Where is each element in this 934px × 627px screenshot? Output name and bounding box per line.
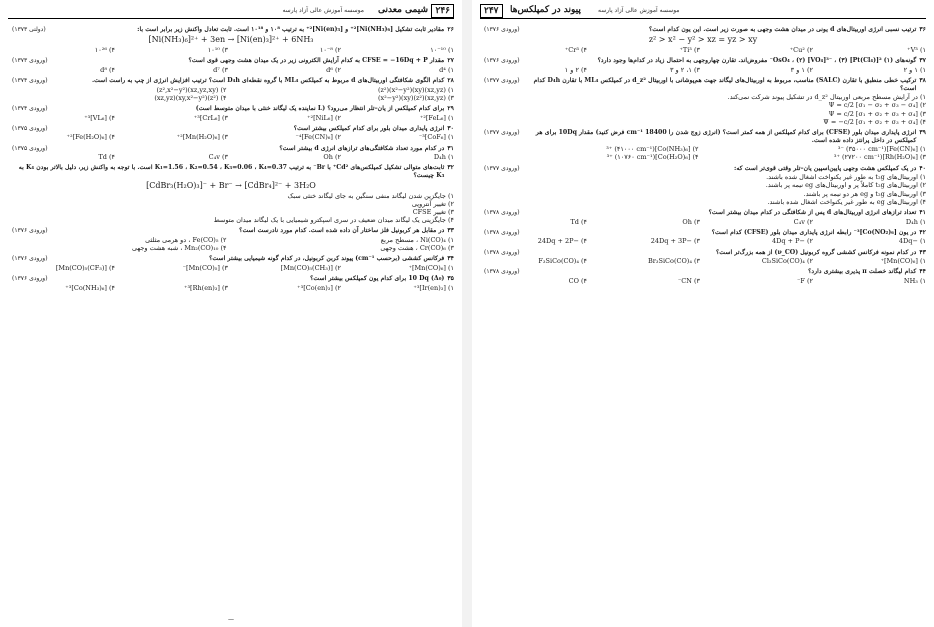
exam-source: (ورودی ۱۳۷۷): [484, 76, 520, 84]
answer-option: ۴) اوربیتال‌های eg به طور غیر یکنواخت اشغال شده باشند.: [767, 197, 926, 206]
exam-source: (دولتی ۱۳۷۳): [12, 26, 46, 33]
answer-option: ۱) ۱۰⁻¹⁰: [430, 45, 454, 54]
question-number: ۳۰: [447, 124, 454, 132]
question-item: [8, 145, 454, 162]
answer-option: ۳) تغییر CFSE: [412, 208, 454, 217]
question-item: [480, 26, 926, 54]
answer-option: ۴) [Fe(H₂O)₆]²⁺: [66, 133, 116, 142]
answer-option: ۲) [Co(en)₃]³⁺: [297, 284, 342, 292]
question-line: [8, 125, 454, 133]
exam-source: (ورودی ۱۳۷۶): [12, 275, 48, 283]
answer-options: [480, 66, 926, 74]
question-text: در مقابل هر کربونیل فلز ساختار آن داده شده است. کدام مورد نادرست است؟: [239, 227, 445, 235]
question-line: [8, 145, 454, 153]
question-item: [8, 26, 454, 54]
question-line: [480, 129, 926, 145]
question-number: ۳۸: [919, 76, 926, 84]
answer-option: ۴) F₃SiCo(CO)₄: [538, 257, 588, 266]
answer-options: [8, 264, 454, 272]
question-text: گونه‌های (۱) OsO₄ ، (۲) [VO₄]³⁻ ، (۳) [Pt(Cl₄)]²⁻ مفروض‌اند. تقارن چهاروجهی به احتمال زیاد در کدام‌ها وجود دارد؟: [597, 56, 917, 64]
exam-source: (ورودی ۱۳۷۴): [12, 104, 48, 112]
answer-options: [480, 145, 926, 161]
page-gutter: [462, 0, 472, 627]
answer-options: [8, 236, 454, 252]
answer-option: ۳) Br₃SiCo(CO)₄: [648, 257, 701, 266]
answer-option: ۴) CO: [568, 277, 588, 286]
answer-option: ۲) تغییر آنتروپی: [411, 200, 454, 208]
question-item: [8, 57, 454, 74]
answer-option: ۲) [NiL₆]²⁺: [307, 113, 342, 122]
answer-option: ۲) اوربیتال‌های t₂g کاملاً پر و اوربیتال‌های eg نیمه پر باشند.: [765, 181, 926, 190]
question-line: [8, 105, 454, 113]
question-line: [480, 57, 926, 65]
answer-option: ۳) [Mn(H₂O)₆]²⁺: [176, 133, 229, 142]
answer-option: ۱) (xz,yz)(xy)(x²−y²)(z²): [377, 85, 454, 94]
question-number: ۳۲: [447, 164, 454, 172]
question-formula: [Ni(NH₃)₆]²⁺ + 3en → [Ni(en)₃]²⁺ + 6NH₃: [148, 34, 314, 44]
answer-options: [8, 66, 454, 74]
exam-source: (ورودی ۱۳۷۶): [12, 227, 48, 235]
answer-option: ۳) (xz,yz)(z²)(xy)(x²−y²): [377, 93, 454, 102]
question-line: [480, 165, 926, 173]
question-item: [480, 229, 926, 246]
question-line: [8, 227, 454, 235]
answer-option: ۱) ۱ و ۲: [903, 65, 926, 74]
question-text: تعداد ترازهای انرژی اوربیتال‌های d پس از شکافتگی در کدام میدان بیشتر است؟: [708, 208, 917, 216]
question-number: ۲۹: [447, 104, 454, 112]
question-list: [480, 26, 926, 621]
question-number: ۳۳: [447, 227, 454, 235]
page-header: [480, 4, 926, 19]
question-text: برای کدام کمپلکس از یان–تلر انتظار می‌رود؟ (L نماینده یک لیگاند خنثی با میدان متوسط است): [195, 104, 445, 112]
question-text: ترکیب خطی منطبق با تقارن (SALC) مناسب، مربوط به اوربیتال‌های لیگاند جهت هم‌پوشانی با اوربیتال d_z² در کمپلکس ML₄ با تقارن D₄h کدام است؟: [533, 76, 917, 92]
exam-source: (ورودی ۱۳۷۵): [12, 144, 48, 152]
answer-option: ۲) ۱ و ۳: [790, 65, 814, 74]
publisher-name: موسسه آموزش عالی آزاد پارسه: [282, 7, 364, 14]
question-text: کدام لیگاند خصلت π پذیری بیشتری دارد؟: [808, 268, 917, 276]
question-text: ترتیب نسبی انرژی اوربیتال‌های d یونی در میدان هشت وجهی به صورت زیر است. این یون کدام است؟: [649, 26, 917, 33]
question-item: [480, 57, 926, 74]
answer-option: ۴) Td: [570, 217, 588, 226]
answer-option: ۴) ۱۰²⁶: [94, 45, 116, 54]
question-line: [480, 26, 926, 34]
question-text: مقدار CFSE = −16Dq + P به کدام آرایش الکترونی زیر در یک میدان هشت وجهی قوی است؟: [188, 56, 445, 64]
exam-source: (ورودی ۱۳۷۵): [12, 124, 48, 132]
answer-options: [480, 218, 926, 226]
answer-option: ۱) [CoF₆]³⁻: [418, 133, 454, 142]
answer-option: ۲) [Fe(CN)₆]⁴⁻: [295, 133, 342, 142]
question-text: ثابت‌های متوالی تشکیل کمپلکس‌های Cd²⁺ با Br⁻ به ترتیب K₁=1.56 ، K₂=0.54 ، K₃=0.06 ، K₄=0.37 است. با توجه به واکنش زیر، دلیل بالاتر بودن K₄ به K₃ چیست؟: [18, 164, 445, 180]
answer-option: ۳) Cr(CO)₆ ، هشت وجهی: [380, 244, 454, 253]
question-number: ۳۱: [447, 144, 454, 152]
question-number: ۳۶: [919, 26, 926, 33]
question-number: ۳۷: [919, 56, 926, 64]
answer-option: ۴) [Co(H₂O)₆]³⁺ (۱۰۷۶۰ cm⁻¹): [606, 153, 699, 162]
exam-source: (ورودی ۱۳۷۶): [484, 26, 520, 33]
question-item: [8, 105, 454, 122]
answer-options: [480, 93, 926, 126]
answer-option: ۴) d⁸: [100, 65, 116, 74]
answer-option: ۱) V³⁺: [907, 45, 926, 54]
running-title: پیوند در کمپلکس‌ها: [510, 5, 581, 15]
answer-option: ۲) [Co(NH₃)₆]³⁺ (۴۱۰۰۰ cm⁻¹): [606, 145, 699, 154]
question-item: [8, 275, 454, 292]
question-line: [8, 255, 454, 263]
page-number: ۲۴۷: [480, 4, 503, 18]
question-line: [8, 77, 454, 85]
exam-source: (ورودی ۱۳۷۷): [484, 164, 520, 172]
answer-option: ۱) [Mn(CO)₆]⁺: [880, 257, 926, 266]
answer-option: ۳) ۱، ۲ و ۳: [669, 65, 701, 74]
answer-options: [8, 133, 454, 141]
publisher-name: موسسه آموزش عالی آزاد پارسه: [598, 7, 680, 14]
answer-option: ۱) [Ir(en)₃]³⁺: [413, 284, 454, 292]
question-text: فرکانس کششی (برحسب cm⁻¹) پیوند کربن کربونیل، در کدام گونه شیمیایی بیشتر است؟: [209, 255, 445, 263]
question-text: (Δ₀) 10 Dq برای کدام یون کمپلکس بیشتر است؟: [310, 275, 445, 283]
question-line: [480, 209, 926, 217]
question-line: [8, 164, 454, 180]
exam-source: (ورودی ۱۳۷۳): [12, 56, 48, 64]
question-text: انرژی پایداری میدان بلور (CFSE) برای کدام کمپلکس از همه کمتر است؟ (انرژی زوج شدن را 18400 cm⁻¹ فرض کنید) مقدار 10Dq برای هر کمپلکس در داخل پرانتز داده شده است.: [535, 128, 917, 144]
answer-option: ۱) [FeL₆]²⁺: [419, 113, 454, 122]
answer-option: ۱) [Mn(CO)₆]⁺: [408, 264, 454, 273]
answer-option: ۳) [Mn(CO)₅]⁻: [182, 264, 229, 273]
answer-option: ۳) [CrL₆]³⁺: [193, 113, 229, 122]
exam-source: (ورودی ۱۳۷۸): [484, 248, 520, 256]
question-item: [480, 268, 926, 285]
question-text: کدام الگوی شکافتگی اوربیتال‌های d مربوط به کمپلکس ML₄ با گروه نقطه‌ای D₄h است؟ ترتیب افزایش انرژی از چپ به راست است.: [91, 76, 445, 84]
answer-option: ۳) C₄v: [208, 153, 229, 162]
answer-options: [480, 173, 926, 206]
answer-option: ۲) Oh: [323, 153, 342, 162]
exam-source: (ورودی ۱۳۷۸): [484, 208, 520, 216]
question-item: [480, 129, 926, 162]
page-header: [8, 4, 454, 19]
answer-option: ۳) اوربیتال‌های t₂g و eg هر دو نیمه پر باشند.: [803, 189, 926, 198]
question-line: [480, 229, 926, 237]
answer-options: [8, 114, 454, 122]
exam-source: (ورودی ۱۳۷۴): [12, 76, 48, 84]
answer-options: [480, 46, 926, 54]
question-line: [480, 268, 926, 276]
answer-option: ۱) d⁴: [439, 65, 454, 74]
question-item: [8, 164, 454, 224]
answer-option: ۴) −24Dq + 2P: [537, 237, 588, 246]
answer-option: ۳) Ti³⁺: [679, 45, 701, 54]
running-title: شیمی معدنی: [378, 5, 428, 15]
question-item: [480, 165, 926, 206]
answer-option: ۲) [Mn(CO)₅(CH₃)]: [280, 264, 342, 273]
answer-option: ۱) −4Dq: [898, 237, 926, 246]
answer-options: [8, 86, 454, 102]
answer-option: ۳) Oh: [682, 217, 701, 226]
question-text: در یک کمپلکس هشت وجهی پایین‌اسپین یان–تلر وقتی قوی‌تر است که:: [734, 164, 917, 172]
question-number: ۲۷: [447, 56, 454, 64]
answer-option: ۱) جایگزین شدن لیگاند منفی سنگین به جای لیگاند خنثی سبک: [287, 191, 454, 200]
answer-option: ۳) [Rh(H₂O)₆]³⁺ (۲۷۲۰۰ cm⁻¹): [833, 153, 926, 162]
question-number: ۳۹: [919, 128, 926, 136]
question-item: [480, 249, 926, 266]
answer-option: ۴) [VL₆]³⁺: [84, 113, 116, 122]
question-text: در یون [Co(NO₂)₆]³⁻ رابطه انرژی پایداری میدان بلور (CFSE) کدام است؟: [711, 228, 917, 236]
answer-option: ۳) d⁷: [213, 65, 229, 74]
question-text: در کدام مورد تعداد شکافتگی‌های ترازهای انرژی d بیشتر است؟: [279, 144, 445, 152]
question-formula: [CdBr₃(H₂O)₃]⁻ + Br⁻ → [CdBr₄]²⁻ + 3H₂O: [146, 180, 316, 190]
question-number: ۴۰: [919, 164, 926, 172]
question-line: [8, 275, 454, 283]
question-line: [480, 77, 926, 93]
answer-options: [8, 192, 454, 225]
answer-option: ۲) F⁻: [796, 277, 814, 286]
answer-option: ۲) Ψ = c/2 [σ₁ − σ₂ + σ₃ − σ₄]: [828, 101, 926, 110]
question-item: [8, 255, 454, 272]
question-number: ۲۶: [447, 26, 454, 33]
answer-option: ۱) NH₃: [903, 277, 926, 286]
exam-source: (ورودی ۱۳۷۶): [12, 255, 48, 263]
answer-option: ۱) [Fe(CN)₆]³⁻ (۳۵۰۰۰ cm⁻¹): [837, 145, 926, 154]
answer-option: ۴) [Mn(CO)₅(CF₃)]: [55, 264, 116, 273]
question-formula: z² > x² − y² > xz = yz > xy: [648, 34, 758, 44]
question-item: [480, 209, 926, 226]
answer-option: ۲) −4Dq + P: [771, 237, 814, 246]
exam-source: (ورودی ۱۳۷۸): [484, 268, 520, 276]
answer-options: [480, 277, 926, 285]
question-number: ۴۳: [919, 248, 926, 256]
answer-options: [480, 257, 926, 265]
question-item: [480, 77, 926, 126]
answer-option: ۴) ۲ و ۱: [564, 65, 588, 74]
question-item: [8, 125, 454, 142]
answer-option: ۴) جایگزینی یک لیگاند میدان ضعیف در سری اسپکترو شیمیایی با یک لیگاند میدان متوسط: [213, 216, 454, 225]
question-number: ۴۴: [919, 268, 926, 276]
question-item: [8, 227, 454, 252]
answer-option: ۲) ۱۰⁻⁸: [319, 45, 342, 54]
question-list: [8, 26, 454, 621]
answer-option: ۲) d⁶: [326, 65, 342, 74]
answer-option: ۳) −24Dq + 3P: [650, 237, 701, 246]
answer-option: ۴) Td: [98, 153, 116, 162]
exam-source: (ورودی ۱۳۷۶): [484, 56, 520, 64]
answer-option: ۲) Cu²⁺: [789, 45, 814, 54]
page-number: ۲۴۶: [431, 4, 454, 18]
answer-option: ۴) (z²)(xy,x²−y²)(xz,yz): [154, 93, 227, 102]
exam-source: (ورودی ۱۳۷۷): [484, 128, 520, 136]
answer-options: [8, 284, 454, 292]
page-footer: —: [228, 616, 234, 623]
question-text: در کدام نمونه فرکانس کششی گروه کربونیل (ν_CO) از همه بزرگ‌تر است؟: [716, 248, 917, 256]
question-line: [8, 26, 454, 34]
question-text: انرژی پایداری میدان بلور برای کدام کمپلکس بیشتر است؟: [293, 124, 445, 132]
answer-option: ۳) CN⁻: [677, 277, 701, 286]
answer-option: ۱) در آرایش مسطح مربعی اوربیتال d_z² در تشکیل پیوند شرکت نمی‌کند.: [727, 93, 926, 102]
question-line: [8, 57, 454, 65]
answer-option: ۴) Mn₂(CO)₁₀ ، شبه هشت وجهی: [131, 244, 227, 253]
answer-option: ۴) [Co(NH₃)₆]³⁺: [65, 284, 116, 292]
question-number: ۴۱: [919, 208, 926, 216]
question-number: ۳۵: [447, 275, 454, 283]
right-page: [472, 0, 934, 627]
answer-option: ۲) (xz,yz,xy)(z²,x²−y²): [156, 85, 227, 94]
question-item: [8, 77, 454, 102]
answer-option: ۴) Cr³⁺: [564, 45, 588, 54]
answer-option: ۲) C₄v: [793, 217, 814, 226]
answer-option: ۲) Fe(CO)₅ ، دو هرمی مثلثی: [145, 236, 227, 245]
question-number: ۳۴: [447, 255, 454, 263]
answer-option: ۳) [Rh(en)₃]³⁺: [184, 284, 229, 292]
question-line: [480, 249, 926, 257]
answer-option: ۱) Ni(CO)₄ ، مسطح مربع: [380, 236, 454, 245]
question-text: مقادیر ثابت تشکیل [Ni(NH₃)₆]²⁺ و [Ni(en)₃]²⁺ به ترتیب ۱۰⁸ و ۱۰¹⁸ است. ثابت تعادل واکنش زیر برابر است با:: [137, 26, 445, 33]
answer-option: ۴) Ψ = −c/2 [σ₁ + σ₂ + σ₃ + σ₄]: [823, 117, 926, 126]
question-number: ۲۸: [447, 76, 454, 84]
answer-option: ۲) Cl₃SiCo(CO)₄: [761, 257, 814, 266]
answer-option: ۳) Ψ = c/2 [σ₁ + σ₂ + σ₃ + σ₄]: [828, 109, 926, 118]
answer-option: ۱) D₄h: [433, 153, 454, 162]
exam-source: (ورودی ۱۳۷۸): [484, 228, 520, 236]
answer-options: [480, 237, 926, 245]
left-page: [0, 0, 462, 627]
answer-options: [8, 46, 454, 54]
answer-option: ۱) D₄h: [905, 217, 926, 226]
answer-option: ۳) ۱۰¹⁰: [207, 45, 229, 54]
answer-options: [8, 153, 454, 161]
answer-option: ۱) اوربیتال‌های t₂g به طور غیر یکنواخت اشغال شده باشند.: [766, 173, 926, 182]
question-number: ۴۲: [919, 228, 926, 236]
